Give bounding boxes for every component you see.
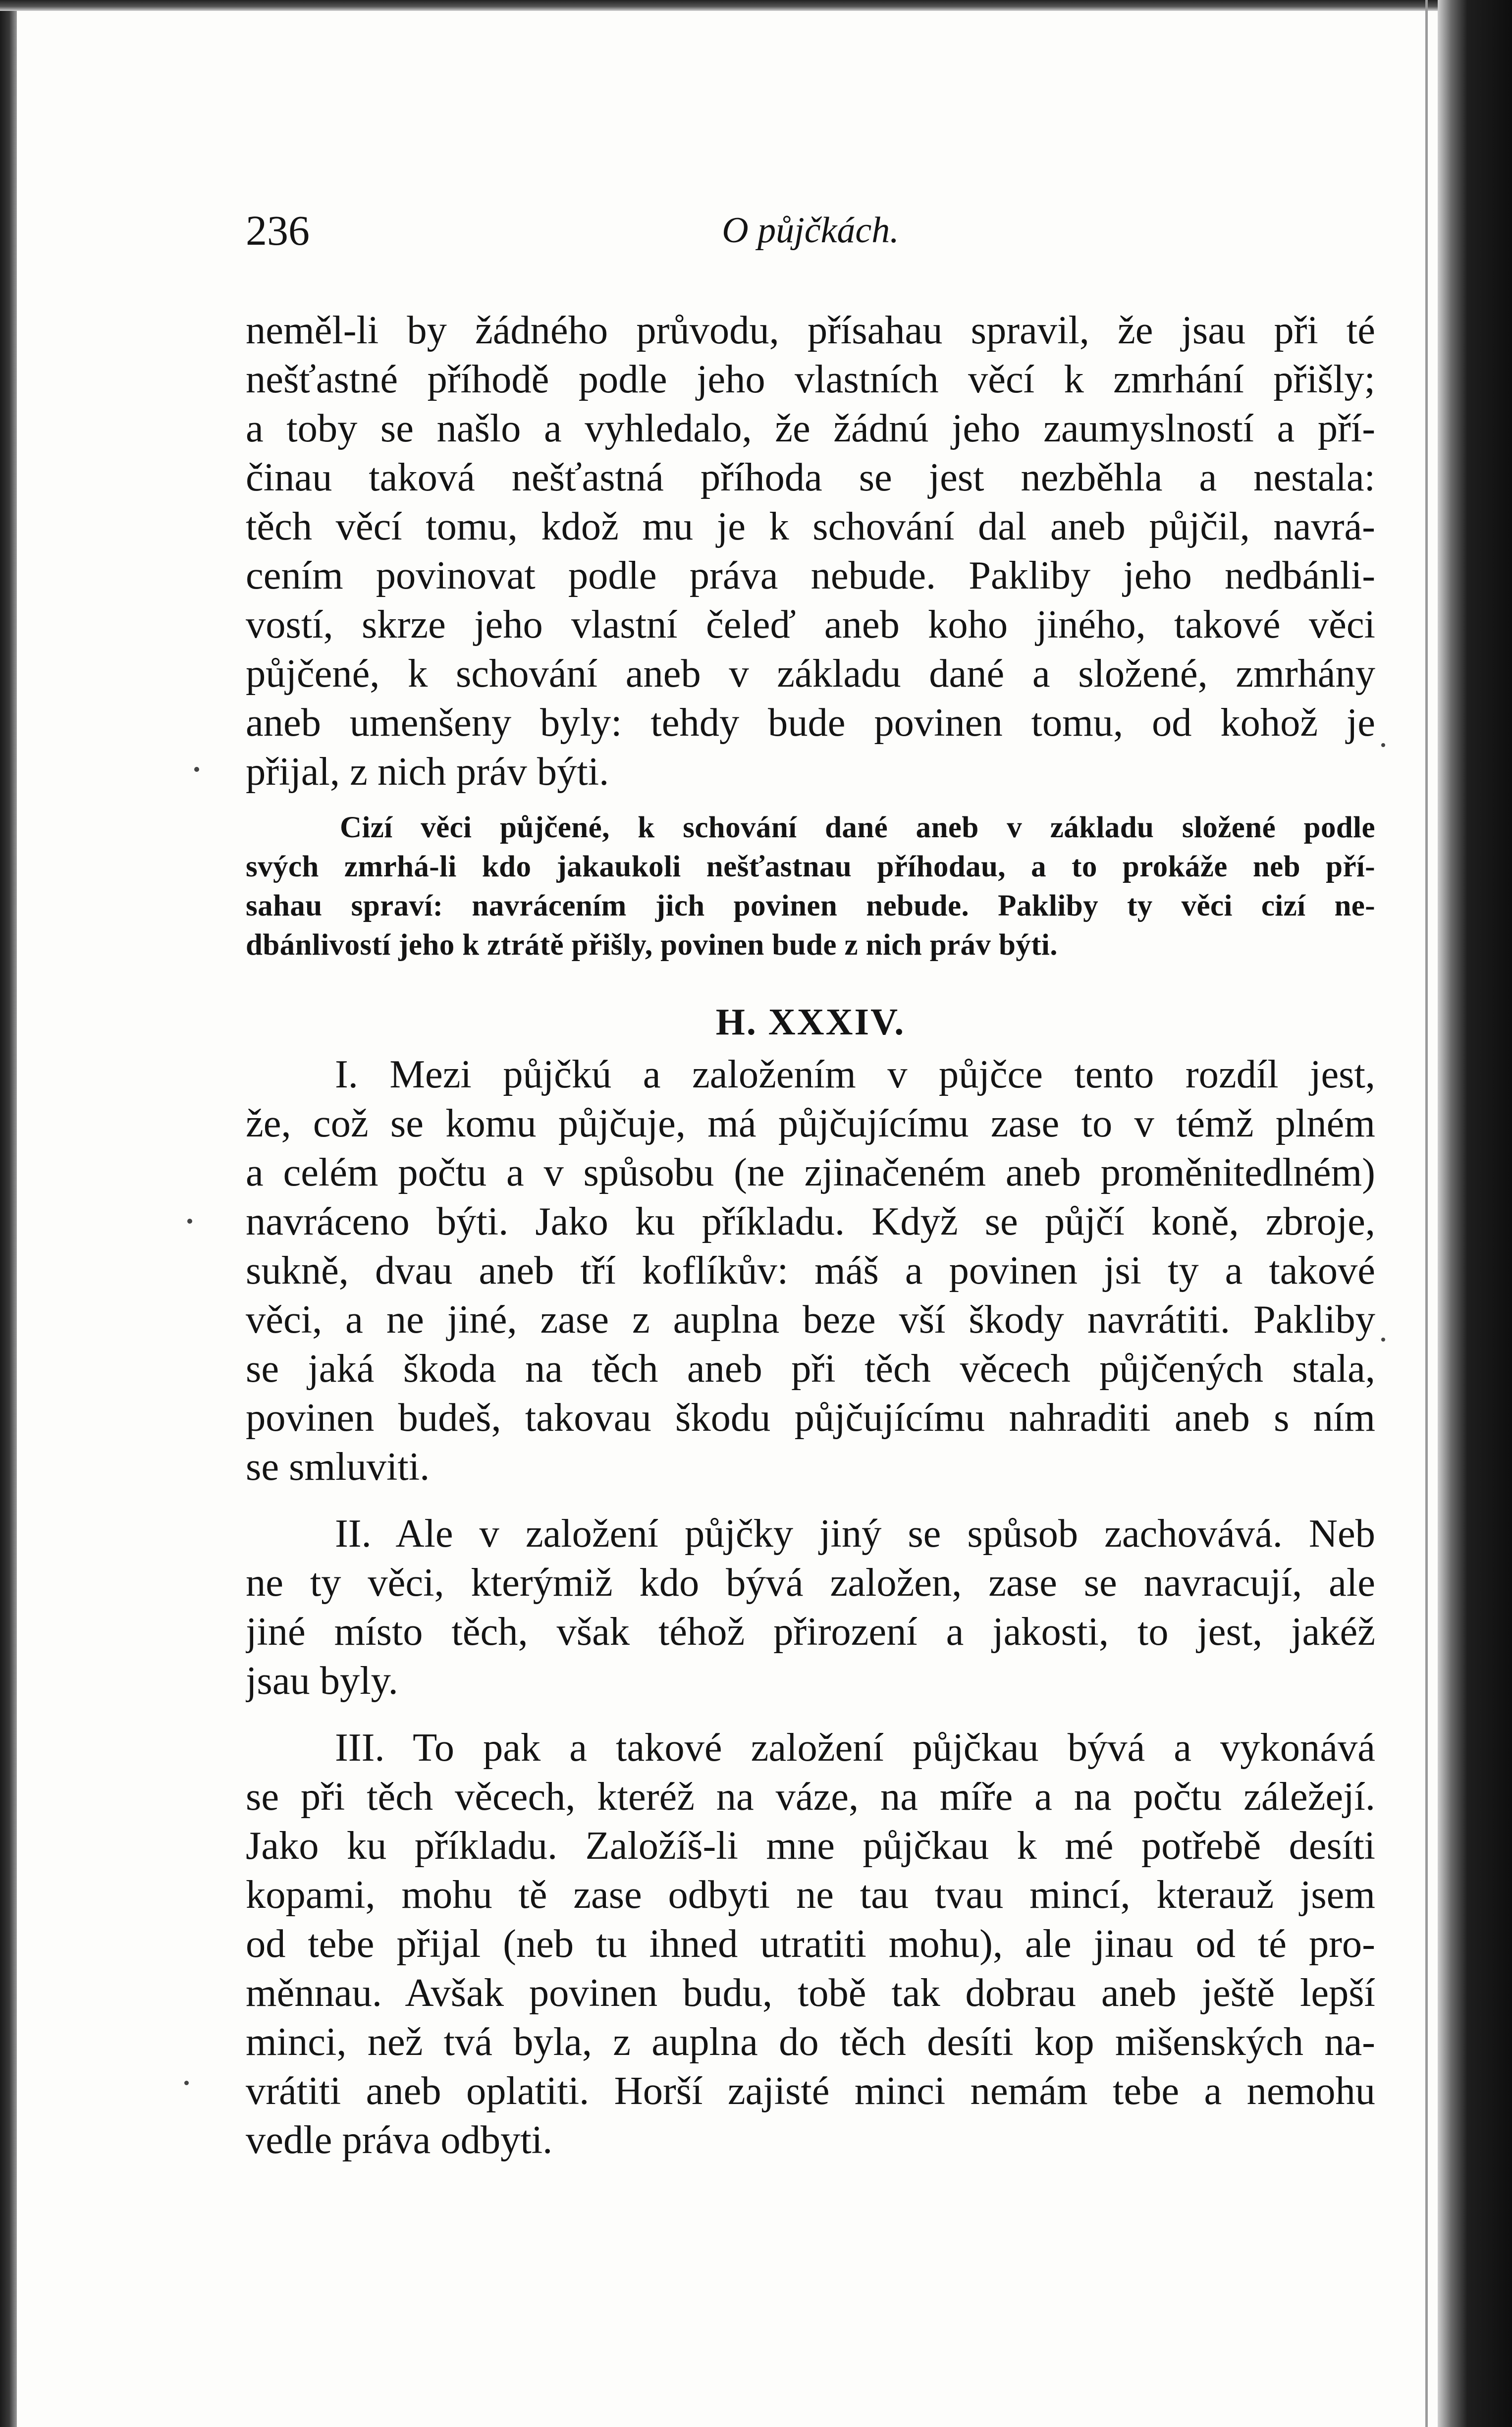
text-line: vedle práva odbyti.	[246, 2118, 553, 2162]
text-line: vrátiti aneb oplatiti. Horší zajisté minci nemám tebe a nemohu	[246, 2069, 1375, 2113]
summary-line: svých zmrhá-li kdo jakaukoli nešťastnau příhodau, a to prokáže neb pří-	[246, 850, 1375, 883]
summary-line: sahau spraví: navrácením jich povinen nebude. Pakliby ty věci cizí ne-	[246, 889, 1375, 922]
text-line: neměl-li by žádného průvodu, přísahau spravil, že jsau při té	[246, 308, 1375, 352]
text-line: navráceno býti. Jako ku příkladu. Když se půjčí koně, zbroje,	[246, 1199, 1375, 1243]
text-line: měnnau. Avšak povinen budu, tobě tak dobrau aneb ještě lepší	[246, 1971, 1375, 2015]
text-line: se smluviti.	[246, 1445, 430, 1489]
text-line: minci, než tvá byla, z auplna do těch desíti kop mišenských na-	[246, 2020, 1375, 2064]
scan-speck	[194, 767, 199, 772]
text-line: III. To pak a takové založení půjčkau bývá a vykonává	[335, 1726, 1375, 1770]
text-line: vostí, skrze jeho vlastní čeleď aneb koho jiného, takové věci	[246, 602, 1375, 647]
text-line: ne ty věci, kterýmiž kdo bývá založen, zase se navracují, ale	[246, 1561, 1375, 1605]
summary-note	[246, 808, 1375, 965]
text-line: II. Ale v založení půjčky jiný se spůsob zachovává. Neb	[335, 1511, 1375, 1556]
text-line: těch věcí tomu, kdož mu je k schování dal aneb půjčil, navrá-	[246, 504, 1375, 548]
text-line: Jako ku příkladu. Založíš-li mne půjčkau k mé potřebě desíti	[246, 1824, 1375, 1868]
page-body	[246, 306, 1375, 2164]
text-line: půjčené, k schování aneb v základu dané a složené, zmrhány	[246, 651, 1375, 696]
text-line: nešťastné příhodě podle jeho vlastních věcí k zmrhání přišly;	[246, 357, 1375, 401]
text-line: se jaká škoda na těch aneb při těch věcech půjčených stala,	[246, 1347, 1375, 1391]
text-line: se při těch věcech, kteréž na váze, na míře a na počtu záležejí.	[246, 1775, 1375, 1819]
scan-border-left	[0, 0, 17, 2427]
summary-line: Cizí věci půjčené, k schování dané aneb v základu složené podle	[340, 811, 1375, 844]
scan-border-right-line	[1425, 0, 1428, 2427]
scan-border-right	[1438, 0, 1512, 2427]
paragraph-iii	[246, 1723, 1375, 2164]
text-line: že, což se komu půjčuje, má půjčujícímu zase to v témž plném	[246, 1101, 1375, 1145]
page-number: 236	[246, 207, 310, 254]
text-line: aneb umenšeny byly: tehdy bude povinen tomu, od kohož je	[246, 701, 1375, 745]
scan-speck	[1381, 1338, 1385, 1342]
paragraph-ii	[246, 1509, 1375, 1705]
text-line: kopami, mohu tě zase odbyti ne tau tvau mincí, kterauž jsem	[246, 1873, 1375, 1917]
paragraph-i	[246, 1050, 1375, 1491]
text-line: a toby se našlo a vyhledalo, že žádnú jeho zaumyslností a pří-	[246, 406, 1375, 450]
text-line: povinen budeš, takovau škodu půjčujícímu nahraditi aneb s ním	[246, 1396, 1375, 1440]
text-line: jsau byly.	[246, 1659, 398, 1703]
text-line: I. Mezi půjčkú a založením v půjčce tento rozdíl jest,	[335, 1052, 1375, 1096]
scan-speck	[184, 2081, 189, 2085]
summary-line: dbánlivostí jeho k ztrátě přišly, povinen bude z nich práv býti.	[246, 928, 1058, 962]
scan-speck	[1381, 743, 1385, 747]
paragraph-continued	[246, 306, 1375, 796]
text-line: a celém počtu a v spůsobu (ne zjinačeném aneb proměnitedlném)	[246, 1150, 1375, 1194]
text-line: věci, a ne jiné, zase z auplna beze vší škody navrátiti. Pakliby	[246, 1297, 1375, 1342]
scan-border-top	[0, 0, 1512, 11]
text-line: od tebe přijal (neb tu ihned utratiti mohu), ale jinau od té pro-	[246, 1922, 1375, 1966]
text-line: jiné místo těch, však téhož přirození a jakosti, to jest, jakéž	[246, 1610, 1375, 1654]
page-header	[246, 203, 1375, 258]
section-heading: H. XXXIV.	[715, 1001, 906, 1043]
running-title: O půjčkách.	[722, 210, 899, 251]
text-line: cením povinovat podle práva nebude. Pakliby jeho nedbánli-	[246, 553, 1375, 597]
scan-speck	[187, 1219, 192, 1224]
text-line: činau taková nešťastná příhoda se jest nezběhla a nestala:	[246, 455, 1375, 499]
text-line: sukně, dvau aneb tří koflíkův: máš a povinen jsi ty a takové	[246, 1248, 1375, 1293]
text-line: přijal, z nich práv býti.	[246, 750, 609, 794]
